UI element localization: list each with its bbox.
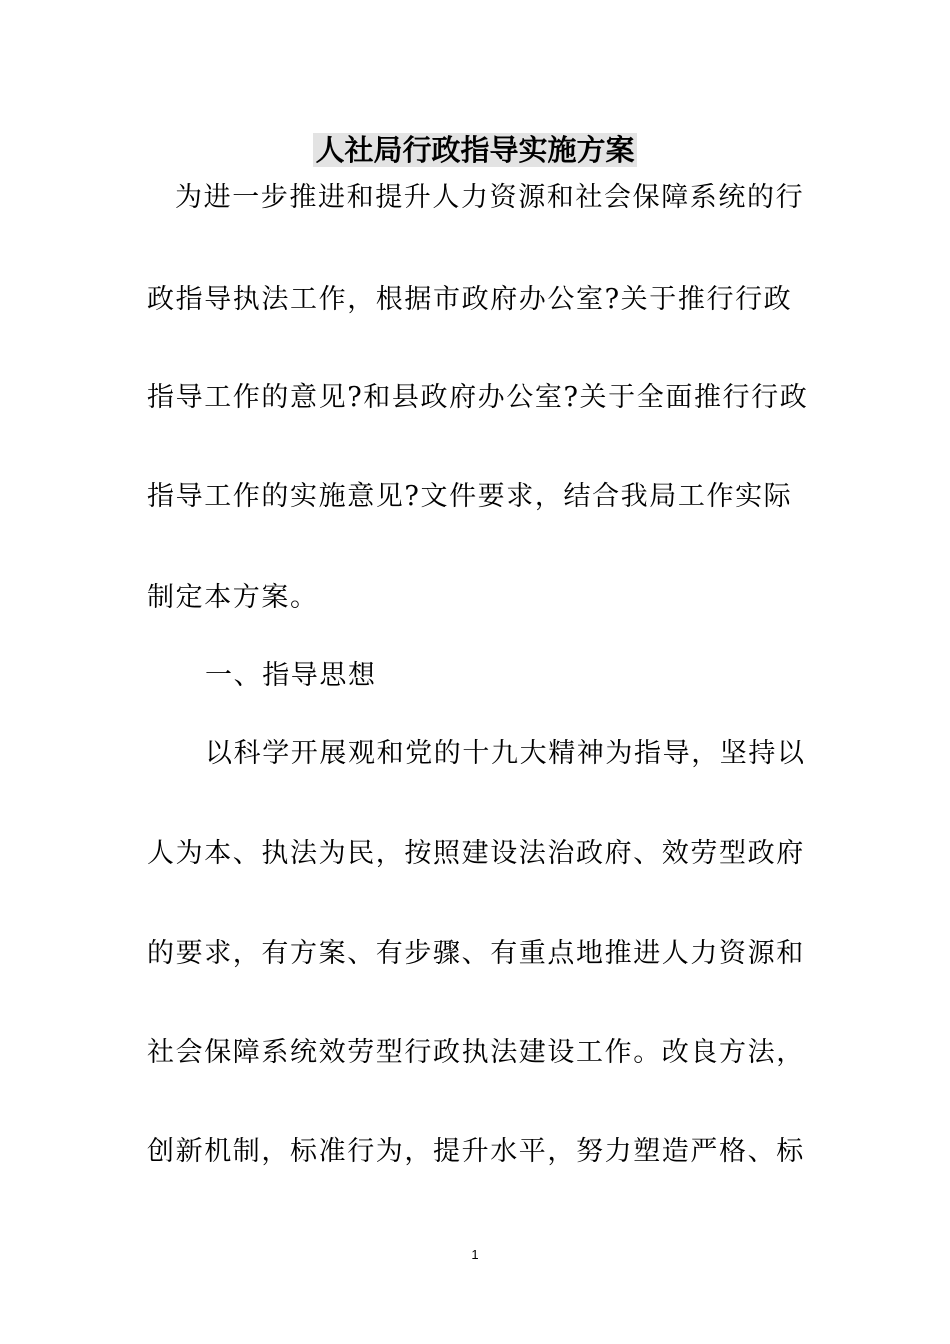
document-title: [0, 128, 950, 172]
paragraph-line-4: 指导工作的实施意见?文件要求，结合我局工作实际: [147, 481, 793, 512]
paragraph-line-5: 制定本方案。: [147, 582, 319, 613]
paragraph-line-8: 的要求，有方案、有步骤、有重点地推进人力资源和: [147, 938, 805, 969]
page-number: 1: [471, 1247, 479, 1262]
paragraph-line-1: 为进一步推进和提升人力资源和社会保障系统的行: [175, 182, 805, 213]
paragraph-line-10: 创新机制，标准行为，提升水平，努力塑造严格、标: [147, 1136, 805, 1167]
paragraph-line-7: 人为本、执法为民，按照建设法治政府、效劳型政府: [147, 838, 805, 869]
document-title-text: 人社局行政指导实施方案: [315, 133, 635, 167]
paragraph-line-2: 政指导执法工作，根据市政府办公室?关于推行行政: [147, 284, 793, 315]
section-heading-guiding-ideology: 一、指导思想: [205, 660, 377, 691]
paragraph-line-6: 以科学开展观和党的十九大精神为指导，坚持以: [205, 738, 806, 769]
paragraph-line-9: 社会保障系统效劳型行政执法建设工作。改良方法，: [147, 1037, 805, 1068]
paragraph-line-3: 指导工作的意见?和县政府办公室?关于全面推行行政: [147, 382, 809, 413]
